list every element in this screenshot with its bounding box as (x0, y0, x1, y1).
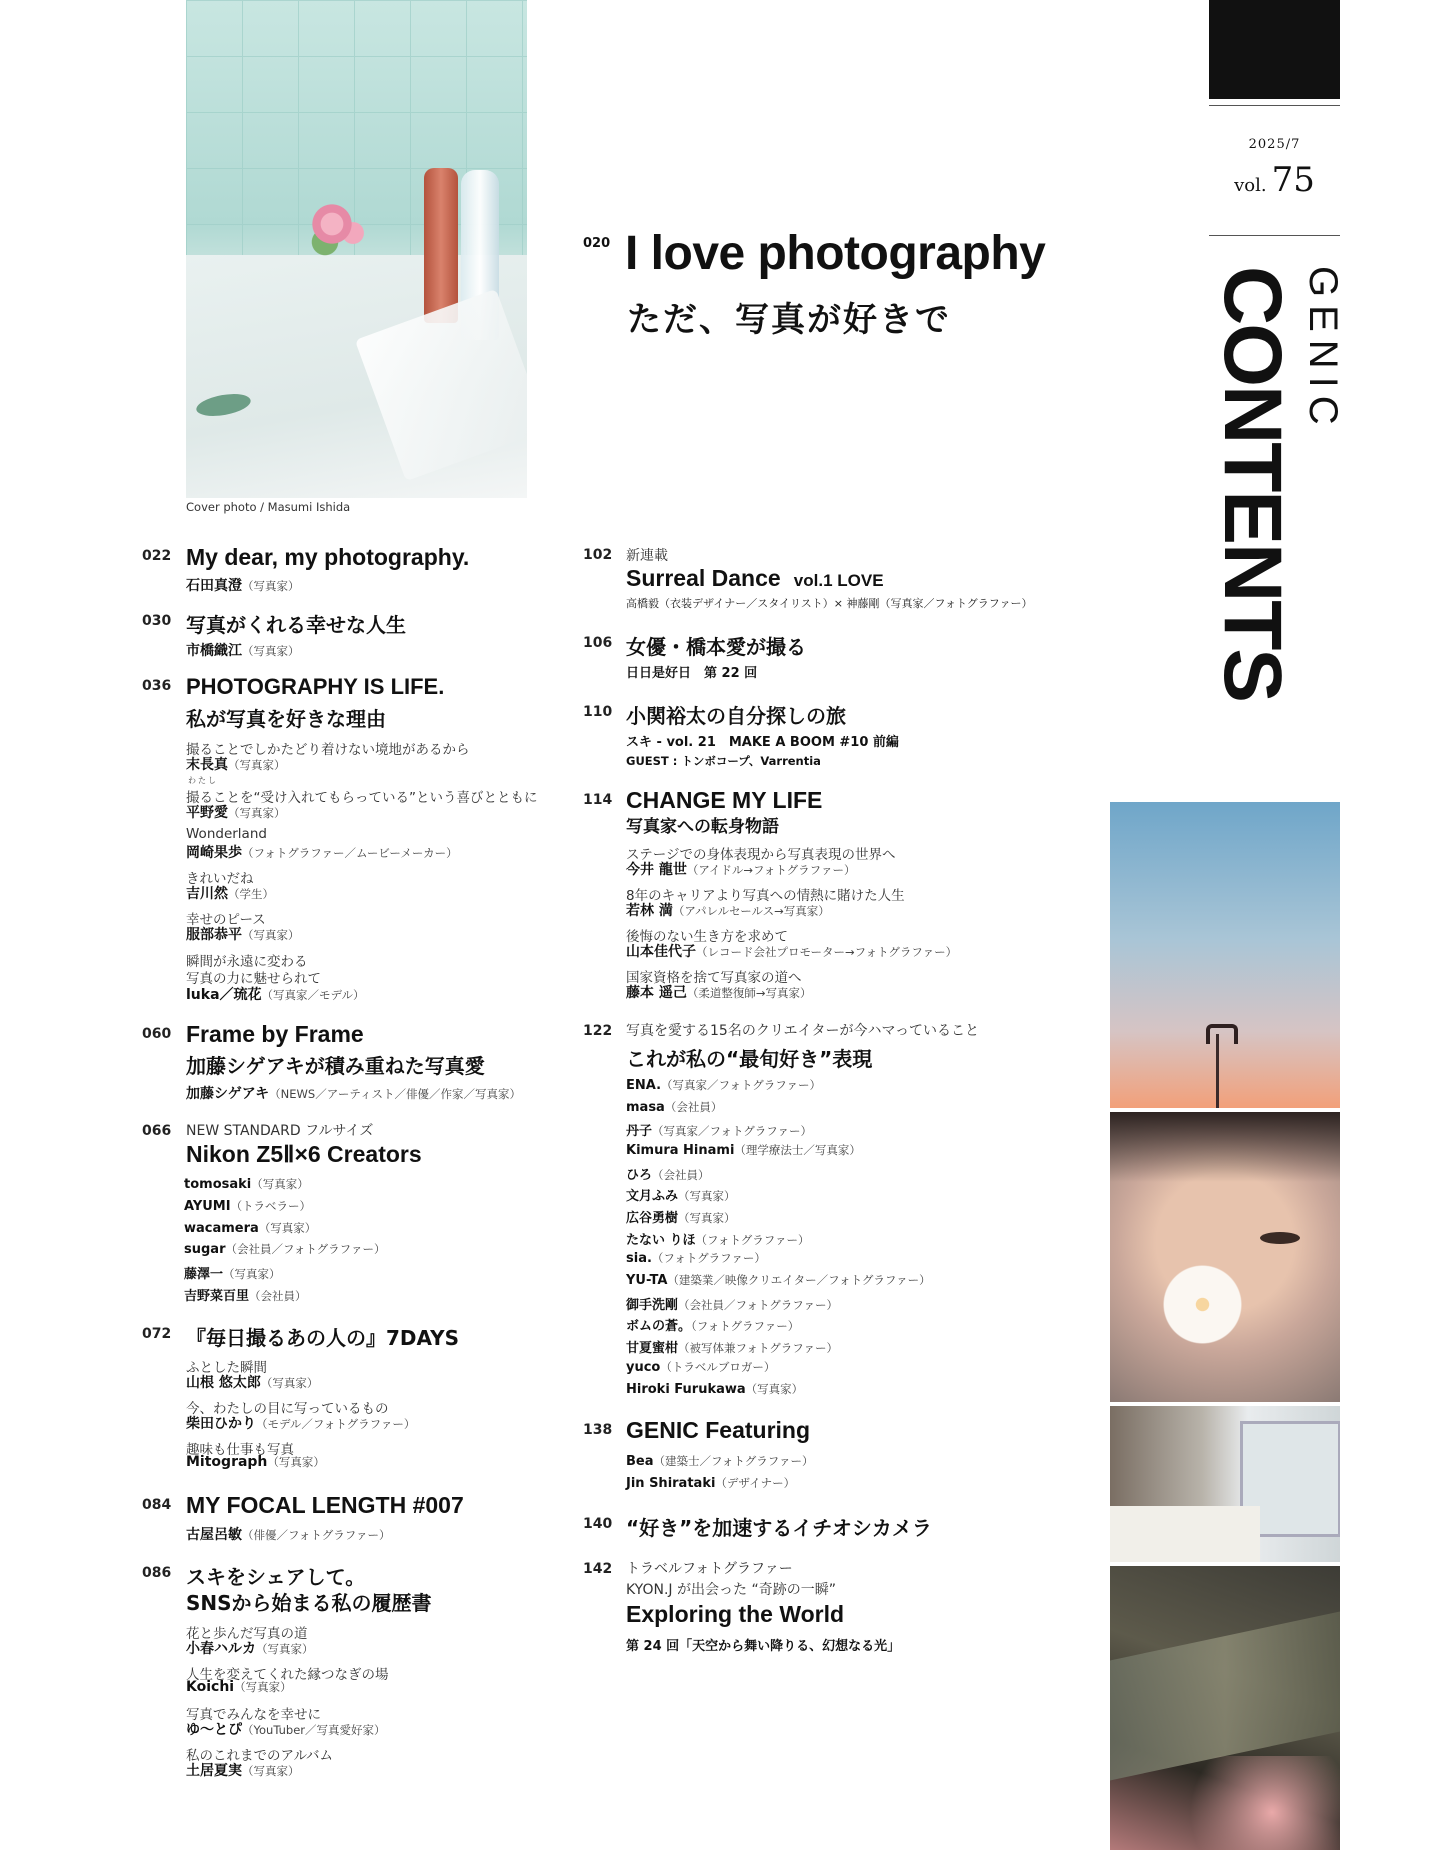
contributor-name: 末長真（写真家） (186, 757, 286, 773)
issue-date: 2025/7 (1248, 137, 1301, 152)
feature-title-jp[interactable]: ただ、写真が好きで (627, 300, 951, 340)
contributor-name: 広谷勇樹（写真家） (626, 1211, 736, 1226)
entry-title[interactable]: PHOTOGRAPHY IS LIFE. (186, 674, 445, 699)
tent-photo (1110, 1566, 1340, 1850)
item-subtitle: 花と歩んだ写真の道 (186, 1626, 308, 1642)
contributor-name: Hiroki Furukawa（写真家） (626, 1382, 804, 1397)
contributor-name: 石田真澄（写真家） (186, 578, 300, 594)
sauce-bottle-image (424, 168, 458, 323)
ruby-text: わたし (188, 776, 218, 785)
entry-kicker: トラベルフォトグラファー (626, 1561, 793, 1577)
item-subtitle: 写真の力に魅せられて (186, 971, 321, 987)
contributor-name: 今井 龍世（アイドル→フォトグラファー） (626, 862, 856, 878)
entry-title[interactable]: Nikon Z5Ⅱ×6 Creators (186, 1141, 422, 1167)
entry-title[interactable]: GENIC Featuring (626, 1417, 811, 1443)
contributor-name: wacamera（写真家） (184, 1221, 317, 1236)
contributor-name: 山根 悠太郎（写真家） (186, 1375, 319, 1391)
item-subtitle: 後悔のない生き方を求めて (626, 929, 788, 945)
entry-title[interactable]: Exploring the World (626, 1601, 845, 1627)
contents-heading (1195, 266, 1345, 756)
entry-title[interactable]: スキをシェアして。 (186, 1565, 366, 1589)
contributor-name: 小春ハルカ（写真家） (186, 1641, 314, 1657)
entry-subtitle: SNSから始まる私の履歴書 (186, 1591, 432, 1615)
entry-title[interactable]: Frame by Frame (186, 1021, 364, 1047)
contributor-name: ENA.（写真家／フォトグラファー） (626, 1078, 821, 1093)
page-number: 138 (583, 1422, 613, 1438)
item-subtitle: 今、わたしの目に写っているもの (186, 1401, 389, 1417)
divider (1209, 105, 1340, 106)
page-number: 072 (142, 1326, 172, 1342)
page-number: 114 (583, 792, 613, 808)
contributor-name: Kimura Hinami（理学療法士／写真家） (626, 1143, 861, 1158)
page-number: 022 (142, 548, 172, 564)
contributor-name: 御手洗剛（会社員／フォトグラファー） (626, 1298, 838, 1313)
entry-title[interactable]: これが私の“最旬好き”表現 (626, 1047, 873, 1071)
page-number: 106 (583, 635, 613, 651)
contributor-name: たない りほ（フォトグラファー） (626, 1233, 810, 1248)
page-number: 142 (583, 1561, 613, 1577)
sky-sign-photo (1110, 802, 1340, 1108)
page-number: 122 (583, 1023, 613, 1039)
hotel-room-photo (1110, 1406, 1340, 1562)
contributor-name: ひろ（会社員） (626, 1168, 710, 1183)
contributor-name: 山本佳代子（レコード会社プロモーター→フォトグラファー） (626, 944, 958, 960)
entry-title[interactable]: “好き”を加速するイチオシカメラ (626, 1516, 932, 1540)
entry-subtitle: 私が写真を好きな理由 (186, 707, 386, 731)
item-subtitle: 国家資格を捨て写真家の道へ (626, 970, 802, 986)
contributor-name: yuco（トラベルブロガー） (626, 1360, 776, 1375)
contributor-name: ボムの蒼。（フォトグラファー） (626, 1319, 800, 1334)
entry-subtitle: 加藤シゲアキが積み重ねた写真愛 (186, 1054, 485, 1078)
item-subtitle: 瞬間が永遠に変わる (186, 954, 308, 970)
contributor-name: YU-TA（建築業／映像クリエイター／フォトグラファー） (626, 1273, 931, 1288)
page-number: 084 (142, 1497, 172, 1513)
entry-kicker: 新連載 (626, 548, 668, 564)
contributor-name: 市橋織江（写真家） (186, 643, 300, 659)
contributor-name: Koichi（写真家） (186, 1679, 292, 1695)
portrait-blossom-photo (1110, 1112, 1340, 1402)
feature-page-number: 020 (583, 236, 611, 251)
contributor-name: luka／琉花（写真家／モデル） (186, 987, 365, 1003)
flower-vase-image (304, 200, 374, 260)
contributor-name: 吉川然（学生） (186, 886, 274, 902)
page-number: 110 (583, 704, 613, 720)
entry-title[interactable]: Surreal Dance vol.1 LOVE (626, 565, 884, 591)
entry-title[interactable]: My dear, my photography. (186, 544, 470, 570)
item-subtitle: 人生を変えてくれた縁つなぎの場 (186, 1667, 389, 1683)
item-subtitle: ふとした瞬間 (186, 1360, 267, 1376)
contributor-name: 平野愛（写真家） (186, 805, 286, 821)
page-number: 066 (142, 1123, 172, 1139)
entry-title[interactable]: MY FOCAL LENGTH #007 (186, 1492, 464, 1518)
item-subtitle: きれいだね (186, 871, 254, 887)
vol-number: 75 (1271, 160, 1315, 200)
contributor-name: sugar（会社員／フォトグラファー） (184, 1242, 386, 1257)
contributor-name: AYUMI（トラベラー） (184, 1199, 312, 1214)
item-subtitle: 8年のキャリアより写真への情熱に賭けた人生 (626, 888, 905, 904)
contributor-name: 古屋呂敏（俳優／フォトグラファー） (186, 1527, 391, 1543)
item-subtitle: 私のこれまでのアルバム (186, 1748, 334, 1764)
page-number: 140 (583, 1516, 613, 1532)
black-block (1209, 0, 1340, 99)
item-subtitle: ステージでの身体表現から写真表現の世界へ (626, 847, 896, 863)
entry-title[interactable]: CHANGE MY LIFE (626, 787, 823, 813)
entry-title[interactable]: 写真がくれる幸せな人生 (186, 613, 406, 637)
feature-title-en[interactable]: I love photography (625, 227, 1046, 280)
item-subtitle: 幸せのピース (186, 912, 266, 928)
entry-title[interactable]: 小関裕太の自分探しの旅 (626, 704, 846, 728)
vol-label: vol. (1234, 175, 1267, 196)
contents-title: CONTENTS (1207, 266, 1298, 701)
cover-credit: Cover photo / Masumi Ishida (186, 500, 351, 514)
item-subtitle: 写真でみんなを幸せに (186, 1707, 321, 1723)
issue-volume (1209, 160, 1340, 200)
contributor-name: ゆ〜とぴ（YouTuber／写真愛好家） (186, 1722, 386, 1738)
divider (1209, 235, 1340, 236)
entry-subtitle: スキ - vol. 21 MAKE A BOOM #10 前編 (626, 735, 899, 750)
contributor-name: Jin Shirataki（デザイナー） (626, 1476, 796, 1491)
contributor-name: 文月ふみ（写真家） (626, 1189, 736, 1204)
entry-subtitle: 写真家への転身物語 (626, 817, 779, 837)
contributor-name: 吉野菜百里（会社員） (184, 1289, 307, 1304)
entry-subtitle: 第 24 回「天空から舞い降りる、幻想なる光」 (626, 1639, 901, 1654)
page-number: 086 (142, 1565, 172, 1581)
contributor-name: 土居夏実（写真家） (186, 1763, 300, 1779)
page-number: 036 (142, 678, 172, 694)
contributor-name: 藤澤一（写真家） (184, 1267, 281, 1282)
contributor-name: 藤本 遥己（柔道整復師→写真家） (626, 985, 812, 1001)
page-number: 030 (142, 613, 172, 629)
item-subtitle: 撮ることでしかたどり着けない境地があるから (186, 742, 470, 758)
contributor-name: 若林 満（アパレルセールス→写真家） (626, 903, 830, 919)
contributor-name: 服部恭平（写真家） (186, 927, 300, 943)
contributor-name: 岡崎果歩（フォトグラファー／ムービーメーカー） (186, 845, 458, 861)
entry-kicker: KYON.J が出会った “奇跡の一瞬” (626, 1582, 836, 1598)
contributor-name: 甘夏蜜柑（被写体兼フォトグラファー） (626, 1341, 838, 1356)
entry-subtitle: 日日是好日 第 22 回 (626, 666, 758, 681)
contributor-name: masa（会社員） (626, 1100, 723, 1115)
entry-guest: GUEST : トンボコープ、Varrentia (626, 754, 821, 768)
contributor-name: Bea（建築士／フォトグラファー） (626, 1454, 814, 1469)
contributor-name: tomosaki（写真家） (184, 1177, 309, 1192)
page-number: 102 (583, 547, 613, 563)
contributor-name: 加藤シゲアキ（NEWS／アーティスト／俳優／作家／写真家） (186, 1086, 521, 1102)
item-subtitle: Wonderland (186, 826, 267, 842)
item-subtitle: 趣味も仕事も写真 (186, 1442, 294, 1458)
entry-kicker: NEW STANDARD フルサイズ (186, 1123, 374, 1139)
entry-title[interactable]: 『毎日撮るあの人の』7DAYS (186, 1326, 459, 1350)
contributor-name: 丹子（写真家／フォトグラファー） (626, 1124, 812, 1139)
item-subtitle: 撮ることを“受け入れてもらっている”という喜びとともに (186, 790, 538, 806)
entry-kicker: 写真を愛する15名のクリエイターが今ハマっていること (626, 1023, 979, 1039)
entry-credit: 高橋毅（衣装デザイナー／スタイリスト）× 神藤剛（写真家／フォトグラファー） (626, 597, 1033, 610)
contributor-name: Mitograph（写真家） (186, 1454, 325, 1470)
page-number: 060 (142, 1026, 172, 1042)
cover-photo (186, 0, 527, 498)
entry-title[interactable]: 女優・橋本愛が撮る (626, 635, 806, 659)
genic-logo: GENIC (1301, 266, 1345, 433)
contributor-name: sia.（フォトグラファー） (626, 1251, 766, 1266)
contributor-name: 柴田ひかり（モデル／フォトグラファー） (186, 1416, 416, 1432)
